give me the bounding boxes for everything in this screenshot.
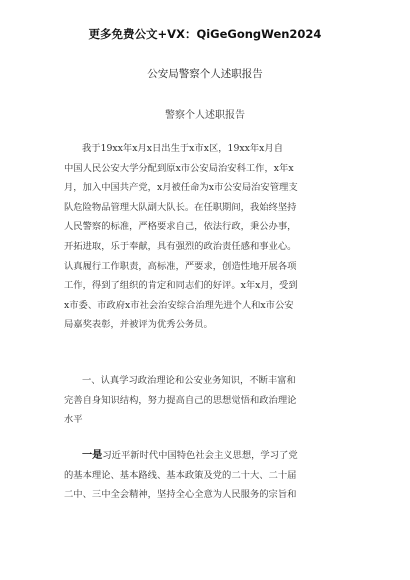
paragraph-line: 开拓进取，乐于奉献，具有强烈的政治责任感和事业心。	[64, 240, 297, 252]
paragraph-line: 队危险物品管理大队副大队长。在任职期间，我始终坚持	[64, 201, 297, 213]
paragraph-line: 一、认真学习政治理论和公安业务知识，不断丰富和	[82, 375, 296, 386]
paragraph-line: 局嘉奖表彰，并被评为优秀公务员。	[64, 319, 213, 331]
paragraph-line: 的基本理论、基本路线、基本政策及党的二十大、二十届	[64, 469, 297, 481]
paragraph-line: 完善自身知识结构，努力提高自己的思想觉悟和政治理论	[64, 394, 297, 406]
document-title: 公安局警察个人述职报告	[147, 68, 263, 80]
paragraph-line: 中国人民公安大学分配到原x市公安局治安科工作，x年x	[64, 162, 294, 174]
paragraph-line: 工作，得到了组织的肯定和同志们的好评。x年x月，受到	[64, 280, 298, 292]
intro-paragraph	[64, 139, 344, 335]
paragraph-line: 二中、三中全会精神，坚持全心全意为人民服务的宗旨和	[64, 489, 297, 501]
paragraph-line: 月，加入中国共产党，x月被任命为x市公安局治安管理支	[64, 182, 298, 194]
paragraph-line	[64, 446, 344, 466]
section-heading-paragraph	[64, 371, 344, 430]
paragraph-line: 水平	[64, 414, 83, 426]
section-title: 警察个人述职报告	[165, 110, 245, 121]
paragraph-line: 我于19xx年x月x日出生于x市x区，19xx年x月自	[82, 143, 284, 154]
banner-text: 更多免费公文+VX：QiGeGongWen2024	[88, 27, 322, 41]
point-paragraph	[64, 446, 344, 505]
point-text: 习近平新时代中国特色社会主义思想，学习了党	[102, 450, 298, 461]
paragraph-line: x市委、市政府x市社会治安综合治理先进个人和x市公安	[64, 299, 294, 311]
point-lead: 一是	[82, 449, 103, 461]
paragraph-line: 认真履行工作职责，高标准，严要求，创造性地开展各项	[64, 260, 297, 272]
paragraph-line: 人民警察的标准，严格要求自己，依法行政，秉公办事，	[64, 221, 297, 233]
